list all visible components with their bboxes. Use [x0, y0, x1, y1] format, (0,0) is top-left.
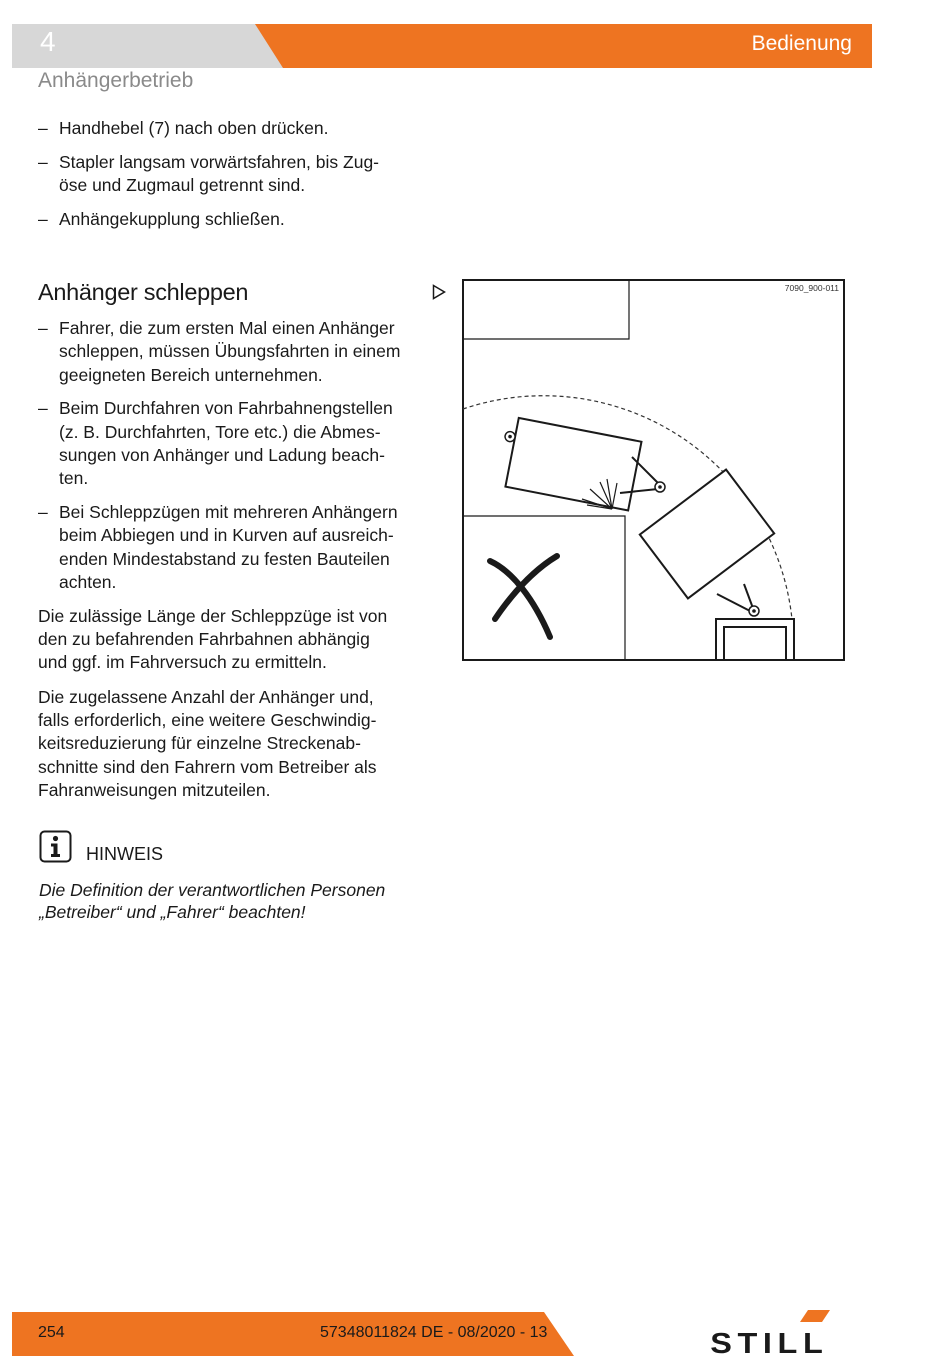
subsection-title: Anhängerbetrieb [38, 69, 194, 92]
section-body [38, 317, 423, 813]
steps-list [38, 117, 423, 242]
page-title: Anhänger schleppen [38, 279, 249, 305]
play-triangle-icon [432, 284, 446, 300]
figure-code: 7090_900-011 [784, 283, 839, 293]
list-item: – Fahrer, die zum ersten Mal einen Anhänger schleppen, müssen Übungsfahrten in einem geeigneten Bereich unternehmen. [38, 317, 423, 387]
paragraph: Die zulässige Länge der Schleppzüge ist von den zu befahrenden Fahrbahnen abhängig und ggf. im Fahrversuch zu ermitteln. [38, 605, 388, 673]
paragraph: Die zugelassene Anzahl der Anhänger und, falls erforderlich, eine weitere Geschwindig- keitsreduzierung für einzelne Streckenab- schnitte sind den Fahrern vom Betreiber als Fahranweisungen mitzuteilen. [38, 686, 377, 800]
chapter-number: 4 [40, 26, 56, 57]
note-text: Die Definition der verantwortlichen Personen „Betreiber“ und „Fahrer“ beachten! [39, 880, 386, 922]
list-item: – Anhängekupplung schließen. [38, 208, 423, 231]
trailer-turning-figure [462, 279, 845, 661]
still-logo [708, 1308, 873, 1358]
info-icon [39, 830, 72, 863]
note-heading: HINWEIS [86, 844, 164, 864]
page-number: 254 [38, 1324, 65, 1341]
document-reference: 57348011824 DE - 08/2020 - 13 [320, 1324, 548, 1341]
list-item: – Bei Schleppzügen mit mehreren Anhängern beim Abbiegen und in Kurven auf ausreich- enden Mindestabstand zu festen Bauteilen achten. [38, 501, 423, 594]
list-item: – Stapler langsam vorwärtsfahren, bis Zug- öse und Zugmaul getrennt sind. [38, 151, 423, 198]
list-item: – Beim Durchfahren von Fahrbahnengstellen (z. B. Durchfahrten, Tore etc.) die Abmes- sungen von Anhänger und Ladung beach- ten. [38, 397, 423, 490]
section-title-header: Bedienung [751, 32, 852, 55]
svg-text:STILL: STILL [710, 1326, 829, 1358]
list-item: – Handhebel (7) nach oben drücken. [38, 117, 423, 140]
trailer-diagram [462, 279, 845, 661]
